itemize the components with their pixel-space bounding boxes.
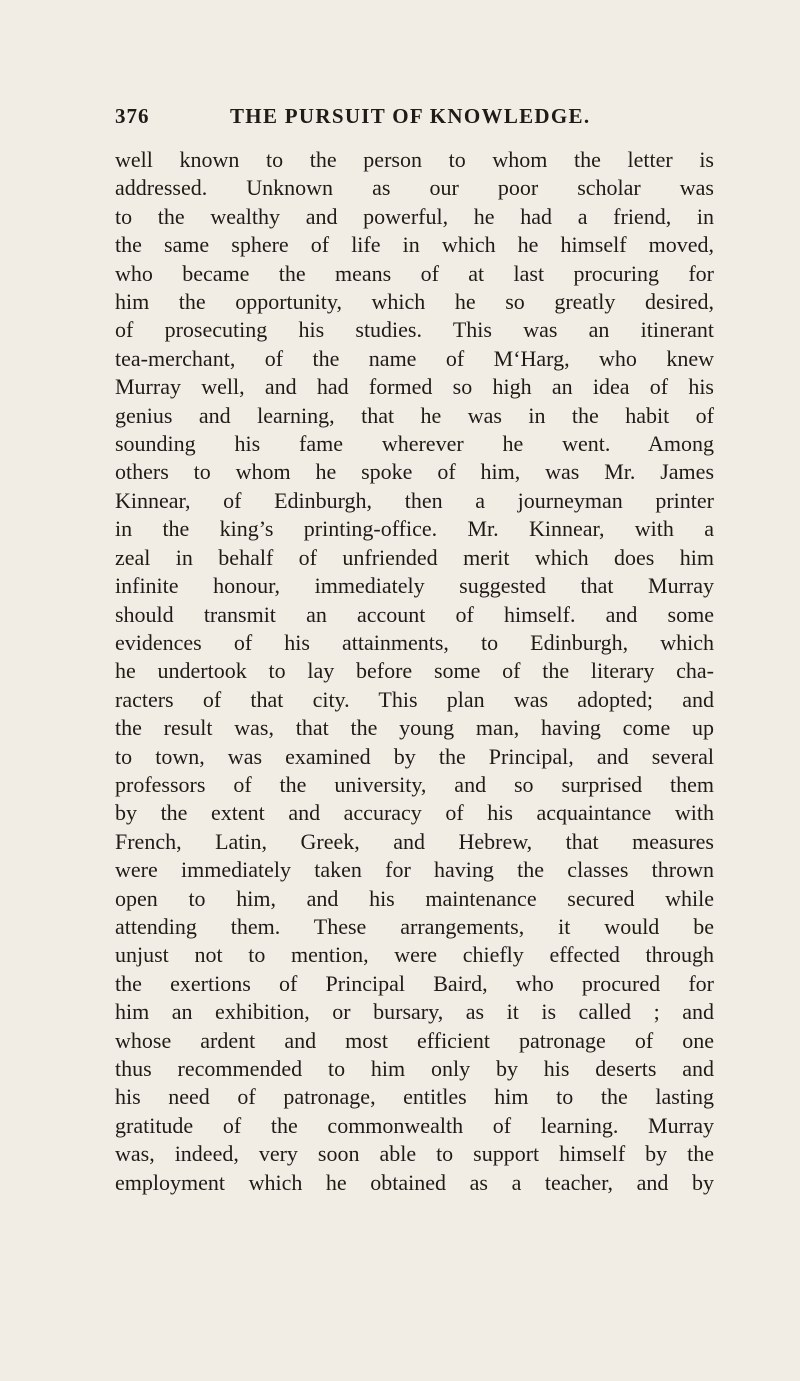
text-line: attending them. These arrangements, it would be: [115, 913, 714, 939]
text-line: professors of the university, and so surprised them: [115, 771, 714, 797]
text-line: thus recommended to him only by his deserts and: [115, 1056, 714, 1081]
text-line: well known to the person to whom the letter is: [115, 147, 714, 172]
text-line: him an exhibition, or bursary, as it is called ; and: [115, 999, 714, 1025]
text-line: the same sphere of life in which he himself moved,: [115, 232, 714, 258]
text-line: of prosecuting his studies. This was an itinerant: [115, 317, 714, 343]
page-header: [115, 104, 713, 132]
text-line: addressed. Unknown as our poor scholar was: [115, 175, 714, 201]
text-line: he undertook to lay before some of the literary cha-: [115, 658, 714, 684]
text-line: the result was, that the young man, having come up: [115, 715, 714, 741]
page-number: 376: [115, 104, 150, 128]
text-line: gratitude of the commonwealth of learning. Murray: [115, 1112, 714, 1138]
text-line: in the king’s printing-office. Mr. Kinnear, with a: [115, 516, 714, 542]
text-line: whose ardent and most efficient patronage of one: [115, 1027, 714, 1053]
text-line: employment which he obtained as a teacher, and by: [115, 1169, 714, 1195]
text-line: infinite honour, immediately suggested that Murray: [115, 573, 714, 599]
text-line: unjust not to mention, were chiefly effected through: [115, 942, 714, 968]
text-line: French, Latin, Greek, and Hebrew, that measures: [115, 828, 714, 854]
text-line: Kinnear, of Edinburgh, then a journeyman printer: [115, 487, 714, 513]
text-line: to town, was examined by the Principal, and several: [115, 743, 714, 769]
text-line: tea-merchant, of the name of M‘Harg, who knew: [115, 345, 714, 371]
text-line: by the extent and accuracy of his acquaintance with: [115, 800, 714, 826]
text-line: to the wealthy and powerful, he had a friend, in: [115, 203, 714, 229]
text-line: who became the means of at last procuring for: [115, 260, 714, 286]
body-text: [115, 146, 714, 1197]
text-line: should transmit an account of himself. and some: [115, 601, 714, 627]
text-line: racters of that city. This plan was adopted; and: [115, 686, 714, 712]
text-line: his need of patronage, entitles him to the lasting: [115, 1084, 714, 1110]
text-line: the exertions of Principal Baird, who procured for: [115, 970, 714, 996]
text-line: were immediately taken for having the classes thrown: [115, 857, 714, 883]
text-line: sounding his fame wherever he went. Among: [115, 431, 714, 457]
text-line: open to him, and his maintenance secured while: [115, 885, 714, 911]
text-line: zeal in behalf of unfriended merit which does him: [115, 544, 714, 570]
text-line: evidences of his attainments, to Edinburgh, which: [115, 629, 714, 655]
text-line: genius and learning, that he was in the habit of: [115, 402, 714, 428]
text-line: was, indeed, very soon able to support himself by the: [115, 1141, 714, 1167]
text-line: others to whom he spoke of him, was Mr. James: [115, 459, 714, 485]
text-line: Murray well, and had formed so high an idea of his: [115, 374, 714, 400]
running-title: THE PURSUIT OF KNOWLEDGE.: [230, 104, 591, 128]
text-line: him the opportunity, which he so greatly desired,: [115, 289, 714, 315]
